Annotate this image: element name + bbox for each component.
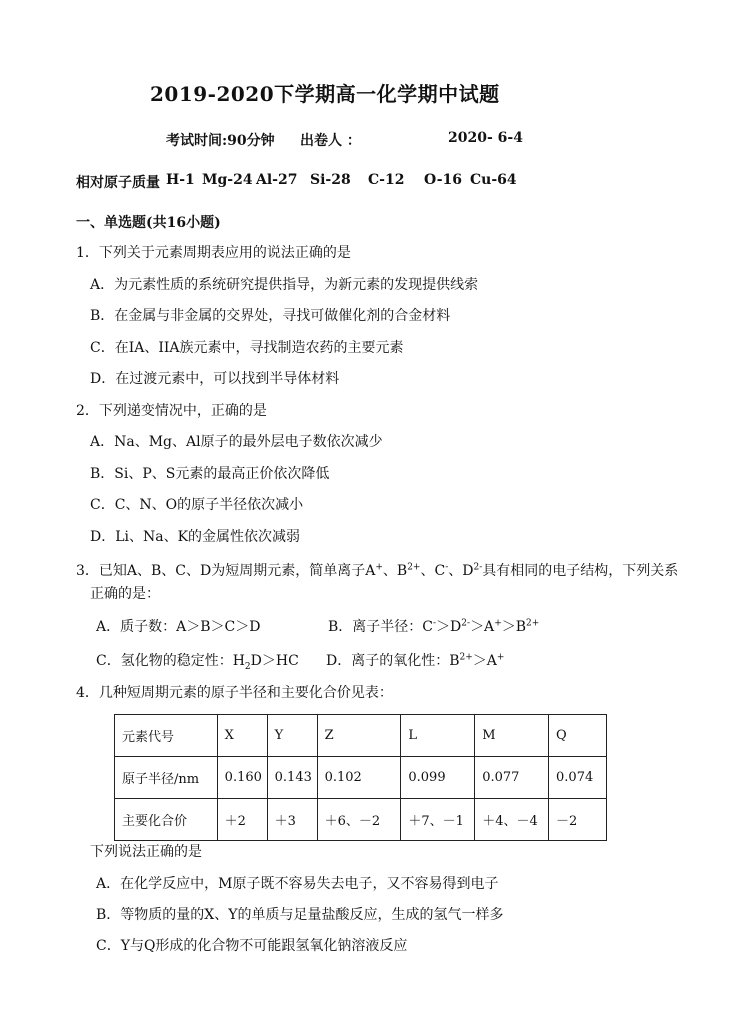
- table-row: [115, 757, 607, 799]
- question-3-option-b: B．离子半径：$C^->D^{2-}>A^+>B^{2+}$: [328, 618, 540, 635]
- question-4-follow: 下列说法正确的是: [90, 844, 202, 860]
- table-cell: ＋2: [217, 799, 267, 841]
- question-2-option-d: D．Li、Na、K的金属性依次减弱: [90, 529, 301, 545]
- table-cell: 元素代号: [115, 715, 218, 757]
- question-3-option-a: A．质子数：A＞B＞C＞D: [96, 619, 261, 635]
- atomic-mass-mg: Mg-24: [202, 172, 253, 188]
- question-4-option-a: A．在化学反应中，M原子既不容易失去电子，又不容易得到电子: [96, 876, 499, 892]
- element-table: [114, 714, 607, 841]
- atomic-mass-si: Si-28: [310, 172, 351, 188]
- exam-time: 考试时间:90分钟: [166, 133, 275, 149]
- atomic-mass-cu: Cu-64: [470, 172, 517, 188]
- page-title: 2019-2020下学期高一化学期中试题: [150, 82, 500, 106]
- table-cell: 0.099: [401, 757, 475, 799]
- table-row: [115, 715, 607, 757]
- atomic-mass-al: Al-27: [256, 172, 298, 188]
- table-cell: 0.074: [549, 757, 607, 799]
- question-4-option-c: C．Y与Q形成的化合物不可能跟氢氧化钠溶液反应: [96, 938, 408, 954]
- table-cell: L: [401, 715, 475, 757]
- table-cell: ＋3: [267, 799, 317, 841]
- table-cell: 0.143: [267, 757, 317, 799]
- question-3-stem-line2: 正确的是：: [90, 586, 160, 602]
- question-3-option-c: C．氢化物的稳定性：$H_2D>HC$: [96, 653, 299, 672]
- question-3-stem: 3．已知A、B、C、D为短周期元素，简单离子A+、$B^{2+}$、C-、$D^{2-}$具有相同的电子结构，下列关系: [76, 562, 679, 579]
- question-3-option-d: D．离子的氧化性：$B^{2+}>A^+$: [326, 652, 505, 669]
- table-cell: 0.077: [475, 757, 549, 799]
- table-cell: Y: [267, 715, 317, 757]
- question-4-stem: 4．几种短周期元素的原子半径和主要化合价见表：: [76, 685, 393, 701]
- question-4-option-b: B．等物质的量的X、Y的单质与足量盐酸反应，生成的氢气一样多: [96, 907, 504, 923]
- atomic-mass-o: O-16: [424, 172, 463, 188]
- table-cell: 主要化合价: [115, 799, 218, 841]
- table-cell: X: [217, 715, 267, 757]
- table-cell: M: [475, 715, 549, 757]
- question-2-option-b: B．Si、P、S元素的最高正价依次降低: [90, 466, 330, 482]
- question-2-stem: 2．下列递变情况中，正确的是: [76, 403, 267, 419]
- exam-author: 出卷人 ：: [300, 133, 361, 149]
- question-1-stem: 1．下列关于元素周期表应用的说法正确的是: [76, 245, 351, 261]
- question-1-option-d: D．在过渡元素中，可以找到半导体材料: [90, 371, 340, 387]
- table-cell: ＋6、－2: [317, 799, 401, 841]
- question-1-option-b: B．在金属与非金属的交界处，寻找可做催化剂的合金材料: [90, 308, 451, 324]
- table-cell: ＋7、－1: [401, 799, 475, 841]
- table-cell: 原子半径/nm: [115, 757, 218, 799]
- atomic-mass-c: C-12: [368, 172, 405, 188]
- question-2-option-c: C．C、N、O的原子半径依次减小: [90, 497, 304, 513]
- table-cell: ＋4、－4: [475, 799, 549, 841]
- question-2-option-a: A．Na、Mg、Al原子的最外层电子数依次减少: [90, 434, 383, 450]
- table-cell: Q: [549, 715, 607, 757]
- table-cell: Z: [317, 715, 401, 757]
- exam-date: 2020- 6-4: [448, 130, 523, 146]
- question-1-option-a: A．为元素性质的系统研究提供指导，为新元素的发现提供线索: [90, 277, 479, 293]
- table-cell: 0.102: [317, 757, 401, 799]
- atomic-mass-label: 相对原子质量: [76, 175, 160, 191]
- section-heading: 一、单选题(共16小题): [76, 215, 221, 231]
- table-row: [115, 799, 607, 841]
- atomic-mass-h: H-1: [166, 172, 195, 188]
- table-cell: －2: [549, 799, 607, 841]
- question-1-option-c: C．在IA、IIA族元素中，寻找制造农药的主要元素: [90, 340, 404, 356]
- table-cell: 0.160: [217, 757, 267, 799]
